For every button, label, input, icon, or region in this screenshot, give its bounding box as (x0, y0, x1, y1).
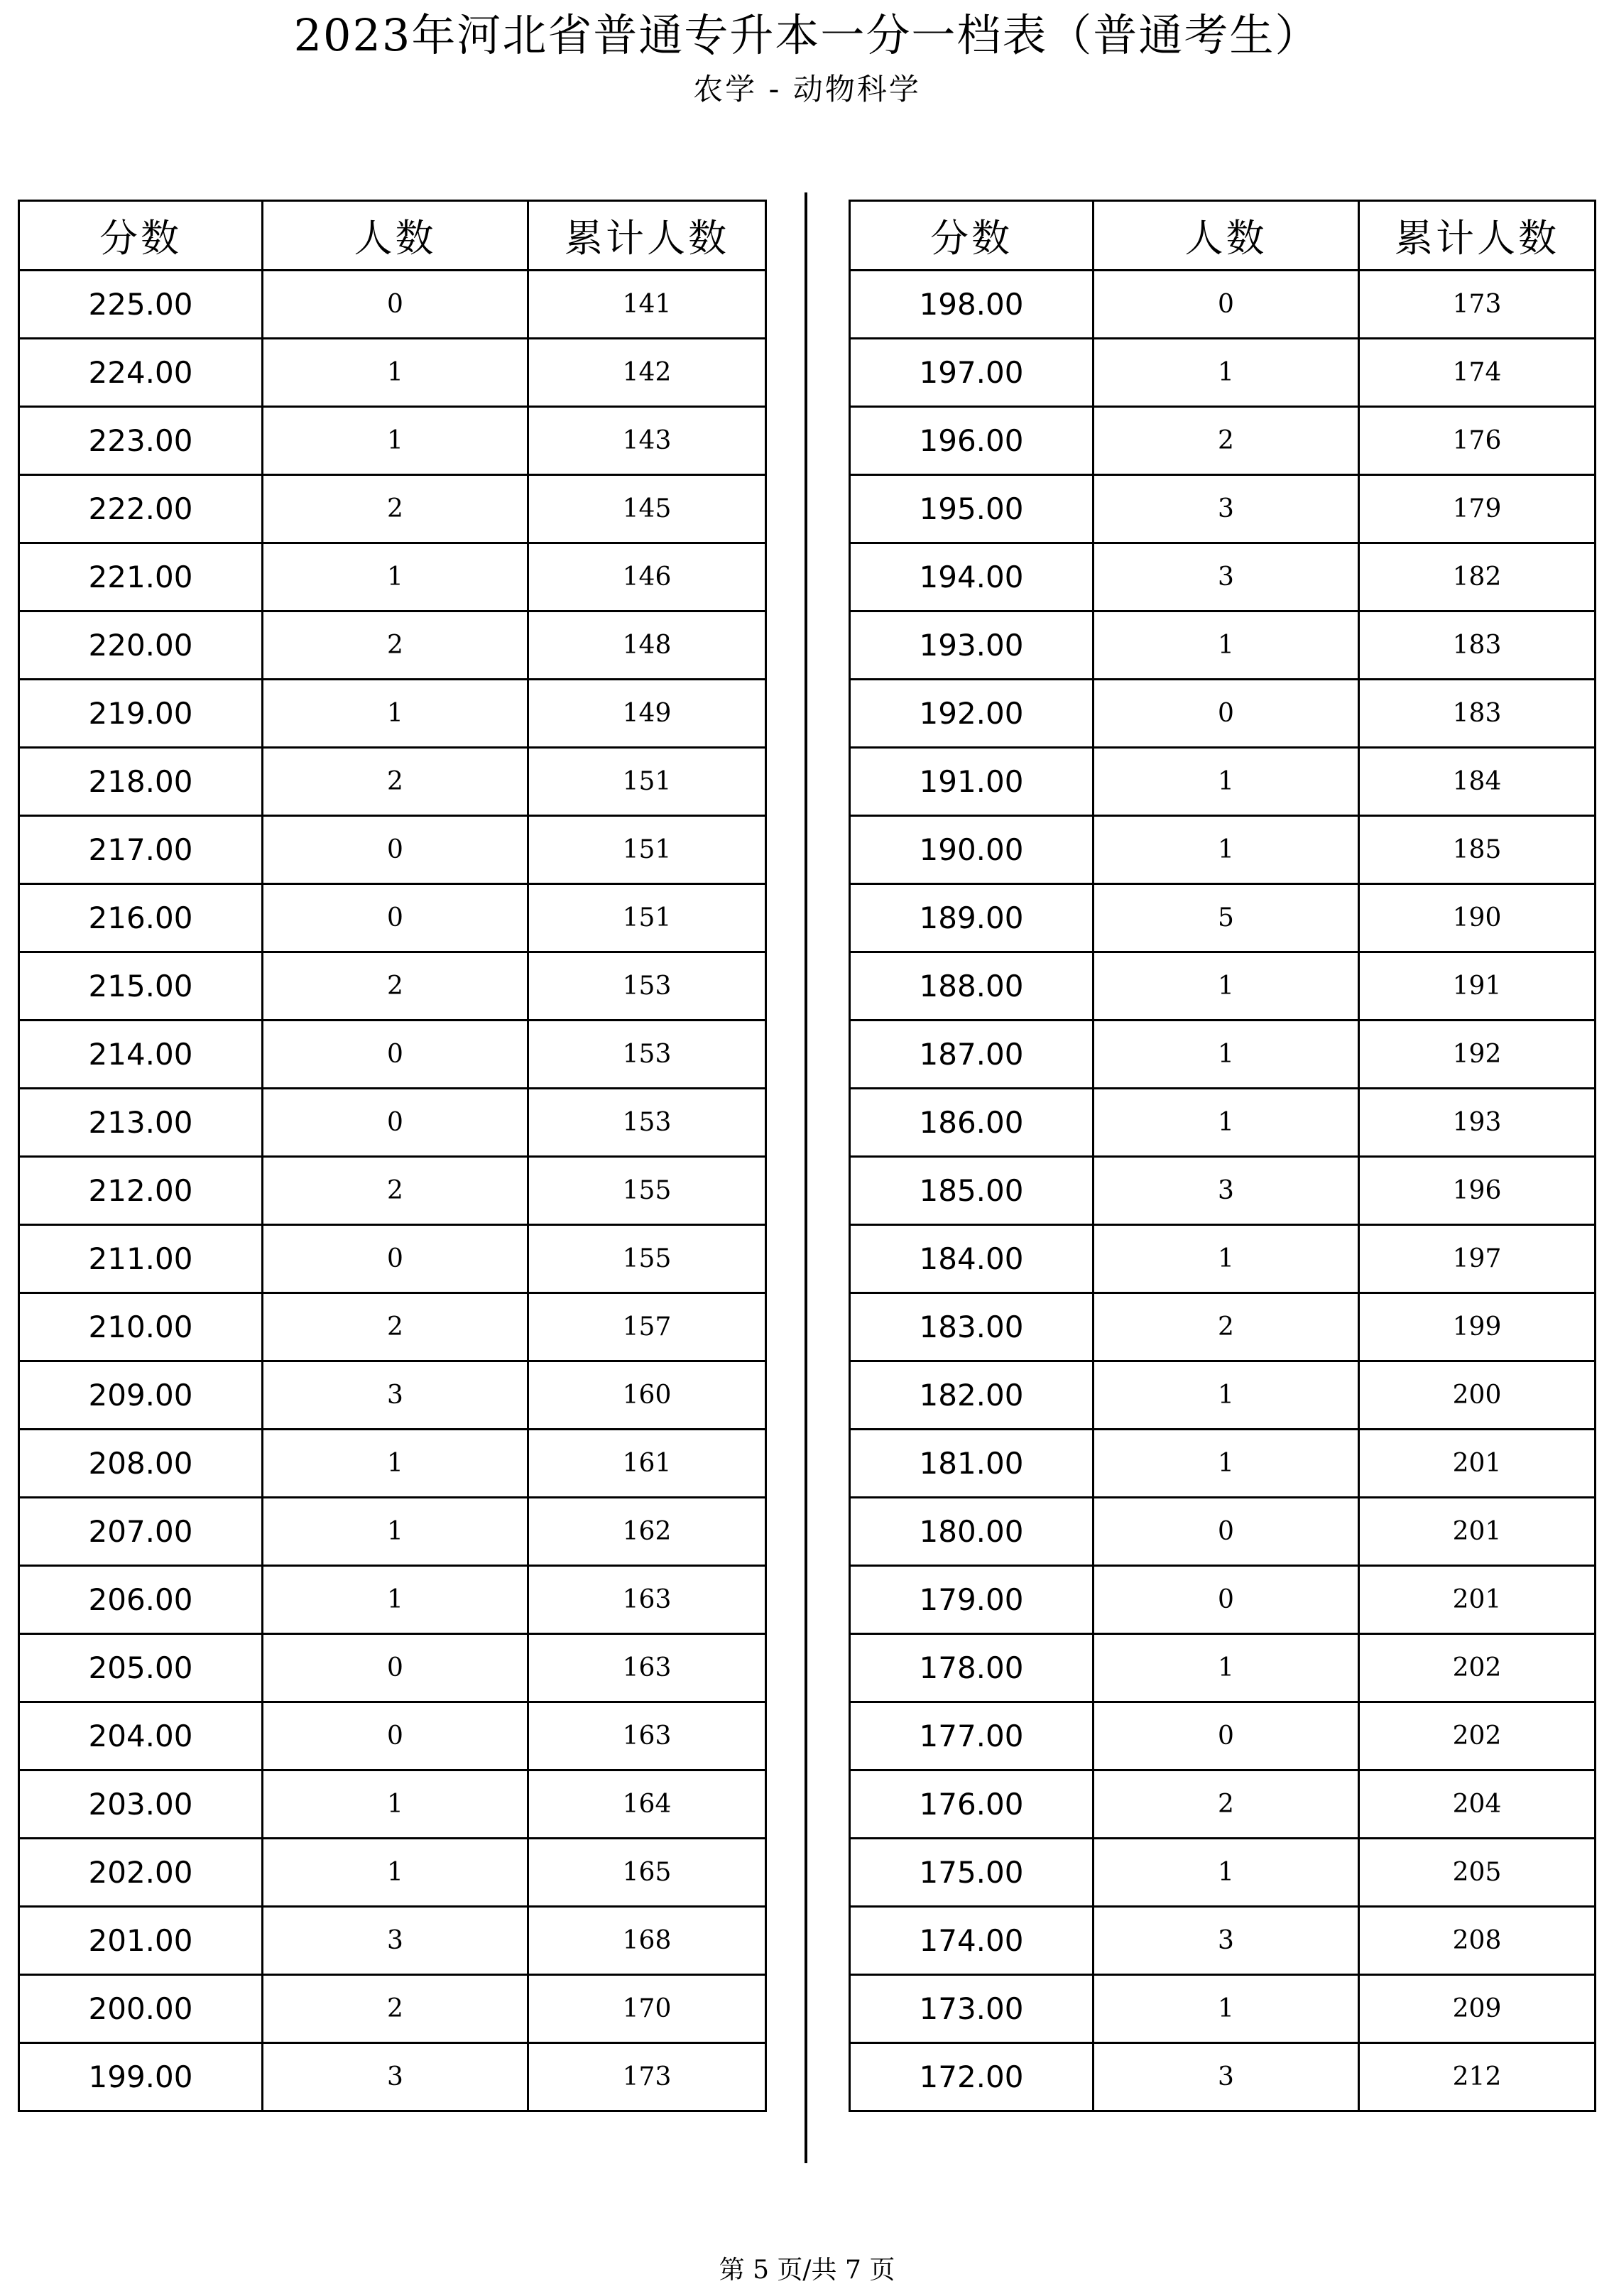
cell-cumulative: 173 (1359, 271, 1596, 339)
cell-score: 187.00 (850, 1021, 1094, 1089)
table-row (850, 1566, 1596, 1634)
table-row (850, 748, 1596, 816)
table-row (850, 1430, 1596, 1498)
cell-score: 214.00 (19, 1021, 263, 1089)
table-row (19, 1021, 766, 1089)
table-row (850, 1089, 1596, 1157)
cell-count: 3 (263, 1907, 528, 1975)
table-row (850, 1839, 1596, 1907)
table-row (850, 1293, 1596, 1361)
cell-cumulative: 161 (528, 1430, 766, 1498)
cell-score: 183.00 (850, 1293, 1094, 1361)
cell-count: 1 (263, 1566, 528, 1634)
cell-score: 206.00 (19, 1566, 263, 1634)
cell-count: 1 (1094, 1839, 1359, 1907)
cell-count: 1 (263, 543, 528, 611)
cell-cumulative: 151 (528, 816, 766, 884)
cell-cumulative: 176 (1359, 407, 1596, 475)
table-row (19, 1907, 766, 1975)
table-row (19, 1702, 766, 1770)
table-row (850, 1634, 1596, 1702)
cell-score: 215.00 (19, 952, 263, 1021)
cell-score: 208.00 (19, 1430, 263, 1498)
cell-cumulative: 173 (528, 2043, 766, 2111)
cell-cumulative: 202 (1359, 1634, 1596, 1702)
cell-score: 193.00 (850, 611, 1094, 680)
table-row (850, 1702, 1596, 1770)
table-row (19, 1157, 766, 1225)
cell-cumulative: 185 (1359, 816, 1596, 884)
table-row (850, 816, 1596, 884)
cell-cumulative: 197 (1359, 1225, 1596, 1293)
header-score: 分数 (19, 201, 263, 271)
cell-count: 3 (263, 1361, 528, 1430)
cell-score: 195.00 (850, 475, 1094, 543)
cell-cumulative: 183 (1359, 680, 1596, 748)
cell-cumulative: 168 (528, 1907, 766, 1975)
cell-score: 209.00 (19, 1361, 263, 1430)
cell-cumulative: 183 (1359, 611, 1596, 680)
table-row (19, 1770, 766, 1839)
table-row (19, 816, 766, 884)
table-row (19, 475, 766, 543)
cell-count: 1 (263, 407, 528, 475)
cell-count: 0 (263, 1225, 528, 1293)
cell-score: 213.00 (19, 1089, 263, 1157)
cell-cumulative: 174 (1359, 339, 1596, 407)
cell-cumulative: 196 (1359, 1157, 1596, 1225)
cell-cumulative: 160 (528, 1361, 766, 1430)
page-title: 2023年河北省普通专升本一分一档表（普通考生） (293, 9, 1321, 61)
cell-score: 210.00 (19, 1293, 263, 1361)
cell-cumulative: 164 (528, 1770, 766, 1839)
cell-count: 1 (1094, 1361, 1359, 1430)
cell-cumulative: 145 (528, 475, 766, 543)
cell-cumulative: 163 (528, 1702, 766, 1770)
cell-score: 188.00 (850, 952, 1094, 1021)
cell-cumulative: 153 (528, 1021, 766, 1089)
cell-score: 175.00 (850, 1839, 1094, 1907)
cell-count: 1 (263, 339, 528, 407)
table-row (19, 339, 766, 407)
cell-cumulative: 209 (1359, 1975, 1596, 2043)
table-row (19, 1634, 766, 1702)
cell-count: 3 (1094, 543, 1359, 611)
cell-score: 202.00 (19, 1839, 263, 1907)
cell-count: 2 (263, 1975, 528, 2043)
cell-cumulative: 201 (1359, 1498, 1596, 1566)
cell-cumulative: 153 (528, 952, 766, 1021)
cell-cumulative: 157 (528, 1293, 766, 1361)
cell-score: 218.00 (19, 748, 263, 816)
cell-score: 222.00 (19, 475, 263, 543)
cell-score: 200.00 (19, 1975, 263, 2043)
cell-count: 0 (263, 884, 528, 952)
cell-count: 0 (263, 271, 528, 339)
cell-score: 177.00 (850, 1702, 1094, 1770)
cell-count: 5 (1094, 884, 1359, 952)
cell-score: 196.00 (850, 407, 1094, 475)
table-row (19, 748, 766, 816)
cell-score: 190.00 (850, 816, 1094, 884)
cell-score: 201.00 (19, 1907, 263, 1975)
cell-count: 1 (263, 1770, 528, 1839)
cell-cumulative: 155 (528, 1157, 766, 1225)
table-row (850, 2043, 1596, 2111)
score-table-right (849, 200, 1596, 2112)
header-count: 人数 (263, 201, 528, 271)
cell-count: 1 (263, 1839, 528, 1907)
cell-score: 220.00 (19, 611, 263, 680)
cell-cumulative: 200 (1359, 1361, 1596, 1430)
cell-count: 3 (1094, 1907, 1359, 1975)
cell-count: 1 (1094, 1225, 1359, 1293)
cell-score: 185.00 (850, 1157, 1094, 1225)
cell-count: 2 (1094, 407, 1359, 475)
cell-count: 1 (1094, 1089, 1359, 1157)
cell-score: 219.00 (19, 680, 263, 748)
cell-count: 2 (263, 611, 528, 680)
table-row (850, 1498, 1596, 1566)
cell-count: 0 (263, 1089, 528, 1157)
table-row (850, 271, 1596, 339)
cell-count: 1 (1094, 1430, 1359, 1498)
header-score: 分数 (850, 201, 1094, 271)
cell-cumulative: 208 (1359, 1907, 1596, 1975)
table-row (850, 1975, 1596, 2043)
cell-cumulative: 141 (528, 271, 766, 339)
table-row (19, 1225, 766, 1293)
table-row (19, 1498, 766, 1566)
cell-count: 2 (263, 952, 528, 1021)
table-row (850, 543, 1596, 611)
cell-cumulative: 149 (528, 680, 766, 748)
cell-count: 1 (1094, 748, 1359, 816)
table-row (850, 1021, 1596, 1089)
cell-count: 3 (263, 2043, 528, 2111)
cell-count: 2 (1094, 1293, 1359, 1361)
cell-cumulative: 204 (1359, 1770, 1596, 1839)
table-row (19, 611, 766, 680)
cell-score: 191.00 (850, 748, 1094, 816)
cell-count: 2 (263, 475, 528, 543)
cell-count: 1 (263, 1430, 528, 1498)
cell-count: 1 (1094, 952, 1359, 1021)
cell-count: 0 (263, 1021, 528, 1089)
cell-count: 1 (1094, 816, 1359, 884)
cell-score: 189.00 (850, 884, 1094, 952)
cell-score: 172.00 (850, 2043, 1094, 2111)
cell-cumulative: 162 (528, 1498, 766, 1566)
cell-cumulative: 143 (528, 407, 766, 475)
table-row (19, 1293, 766, 1361)
table-row (850, 475, 1596, 543)
table-row (19, 271, 766, 339)
cell-cumulative: 163 (528, 1566, 766, 1634)
cell-cumulative: 155 (528, 1225, 766, 1293)
cell-cumulative: 179 (1359, 475, 1596, 543)
cell-score: 174.00 (850, 1907, 1094, 1975)
table-row (19, 1089, 766, 1157)
cell-score: 207.00 (19, 1498, 263, 1566)
cell-cumulative: 163 (528, 1634, 766, 1702)
cell-count: 0 (1094, 1498, 1359, 1566)
cell-score: 181.00 (850, 1430, 1094, 1498)
cell-cumulative: 146 (528, 543, 766, 611)
cell-score: 184.00 (850, 1225, 1094, 1293)
table-row (850, 339, 1596, 407)
header-cumulative: 累计人数 (528, 201, 766, 271)
table-row (850, 407, 1596, 475)
cell-cumulative: 151 (528, 884, 766, 952)
cell-count: 0 (1094, 680, 1359, 748)
cell-count: 2 (263, 1293, 528, 1361)
cell-score: 205.00 (19, 1634, 263, 1702)
cell-cumulative: 170 (528, 1975, 766, 2043)
cell-score: 197.00 (850, 339, 1094, 407)
table-row (19, 1566, 766, 1634)
cell-cumulative: 191 (1359, 952, 1596, 1021)
table-row (19, 884, 766, 952)
cell-cumulative: 193 (1359, 1089, 1596, 1157)
table-row (850, 611, 1596, 680)
cell-score: 179.00 (850, 1566, 1094, 1634)
cell-cumulative: 192 (1359, 1021, 1596, 1089)
cell-count: 0 (1094, 271, 1359, 339)
column-divider (805, 192, 807, 2163)
cell-score: 173.00 (850, 1975, 1094, 2043)
cell-score: 225.00 (19, 271, 263, 339)
cell-score: 211.00 (19, 1225, 263, 1293)
cell-cumulative: 205 (1359, 1839, 1596, 1907)
table-row (850, 680, 1596, 748)
table-row (850, 952, 1596, 1021)
table-row (850, 1770, 1596, 1839)
cell-count: 1 (1094, 1021, 1359, 1089)
table-row (19, 1430, 766, 1498)
cell-count: 2 (1094, 1770, 1359, 1839)
cell-cumulative: 201 (1359, 1430, 1596, 1498)
cell-count: 0 (263, 1702, 528, 1770)
cell-count: 1 (1094, 1634, 1359, 1702)
table-header-row (850, 201, 1596, 271)
cell-count: 1 (1094, 1975, 1359, 2043)
cell-count: 1 (263, 680, 528, 748)
header-cumulative: 累计人数 (1359, 201, 1596, 271)
table-row (19, 543, 766, 611)
cell-score: 217.00 (19, 816, 263, 884)
table-row (850, 884, 1596, 952)
cell-score: 192.00 (850, 680, 1094, 748)
cell-cumulative: 212 (1359, 2043, 1596, 2111)
cell-score: 182.00 (850, 1361, 1094, 1430)
cell-count: 3 (1094, 1157, 1359, 1225)
table-row (19, 1361, 766, 1430)
cell-cumulative: 165 (528, 1839, 766, 1907)
cell-count: 0 (263, 816, 528, 884)
cell-cumulative: 151 (528, 748, 766, 816)
cell-cumulative: 153 (528, 1089, 766, 1157)
cell-score: 198.00 (850, 271, 1094, 339)
header-count: 人数 (1094, 201, 1359, 271)
table-row (19, 952, 766, 1021)
cell-cumulative: 184 (1359, 748, 1596, 816)
table-row (850, 1157, 1596, 1225)
cell-score: 212.00 (19, 1157, 263, 1225)
cell-count: 3 (1094, 475, 1359, 543)
cell-count: 0 (263, 1634, 528, 1702)
cell-cumulative: 201 (1359, 1566, 1596, 1634)
page-footer: 第 5 页/共 7 页 (719, 2256, 895, 2285)
cell-cumulative: 190 (1359, 884, 1596, 952)
cell-cumulative: 142 (528, 339, 766, 407)
cell-cumulative: 182 (1359, 543, 1596, 611)
table-row (850, 1907, 1596, 1975)
cell-score: 176.00 (850, 1770, 1094, 1839)
score-table-left (18, 200, 767, 2112)
cell-score: 221.00 (19, 543, 263, 611)
cell-score: 199.00 (19, 2043, 263, 2111)
table-row (19, 1975, 766, 2043)
cell-cumulative: 202 (1359, 1702, 1596, 1770)
cell-count: 1 (263, 1498, 528, 1566)
cell-score: 203.00 (19, 1770, 263, 1839)
cell-count: 1 (1094, 611, 1359, 680)
table-row (19, 1839, 766, 1907)
table-header-row (19, 201, 766, 271)
cell-cumulative: 199 (1359, 1293, 1596, 1361)
cell-score: 186.00 (850, 1089, 1094, 1157)
cell-score: 223.00 (19, 407, 263, 475)
cell-count: 1 (1094, 339, 1359, 407)
page-subtitle: 农学 - 动物科学 (693, 72, 921, 107)
table-row (19, 680, 766, 748)
cell-score: 194.00 (850, 543, 1094, 611)
table-row (19, 2043, 766, 2111)
cell-count: 2 (263, 1157, 528, 1225)
cell-count: 0 (1094, 1566, 1359, 1634)
table-row (19, 407, 766, 475)
cell-count: 2 (263, 748, 528, 816)
table-row (850, 1225, 1596, 1293)
cell-score: 224.00 (19, 339, 263, 407)
table-row (850, 1361, 1596, 1430)
cell-score: 180.00 (850, 1498, 1094, 1566)
cell-count: 0 (1094, 1702, 1359, 1770)
cell-score: 216.00 (19, 884, 263, 952)
cell-count: 3 (1094, 2043, 1359, 2111)
cell-score: 178.00 (850, 1634, 1094, 1702)
cell-score: 204.00 (19, 1702, 263, 1770)
cell-cumulative: 148 (528, 611, 766, 680)
